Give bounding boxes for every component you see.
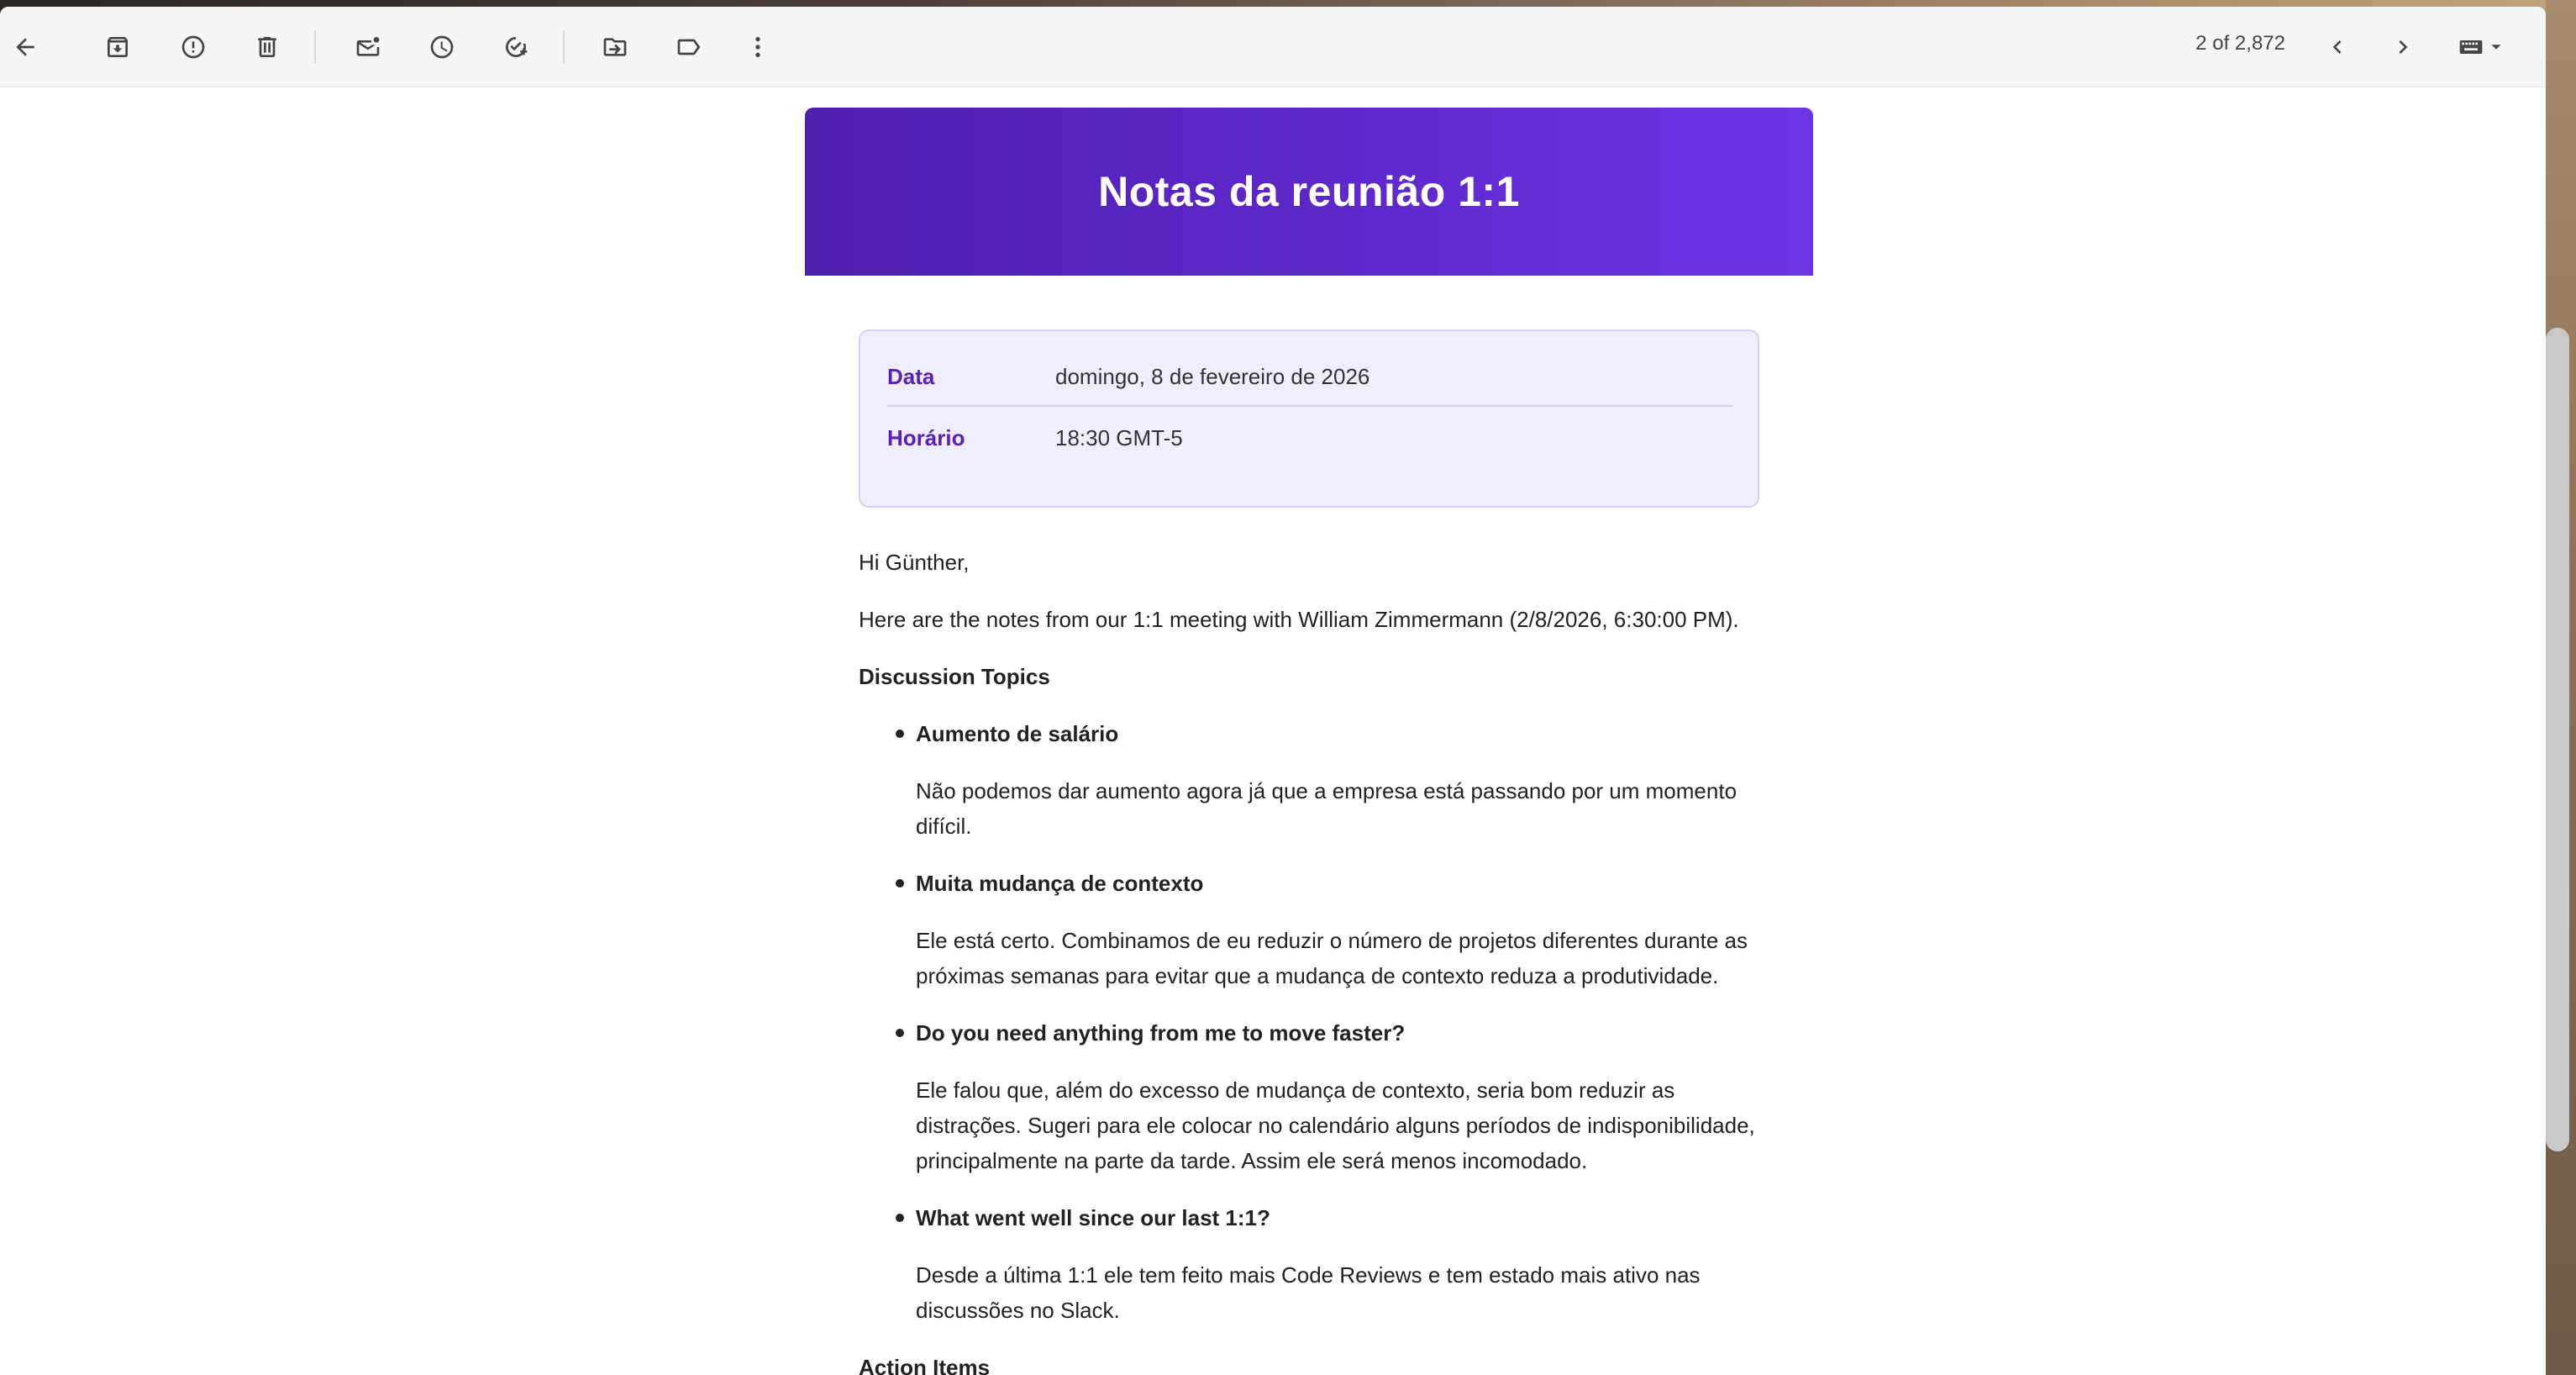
- snooze-button[interactable]: [422, 27, 462, 67]
- report-spam-button[interactable]: [173, 27, 213, 67]
- topic-title: What went well since our last 1:1?: [916, 1205, 1270, 1230]
- bullet-icon: [896, 1029, 904, 1037]
- time-value: 18:30 GMT-5: [1055, 424, 1183, 450]
- date-row: [887, 348, 1732, 407]
- action-items-heading: Action Items: [859, 1355, 991, 1375]
- back-arrow-icon: [12, 34, 39, 61]
- older-message-button[interactable]: [2383, 27, 2423, 67]
- delete-icon: [254, 34, 281, 61]
- email-body: [859, 545, 1766, 1375]
- toolbar-divider: [563, 30, 565, 64]
- email-title: Notas da reunião 1:1: [1098, 168, 1520, 215]
- bullet-icon: [896, 879, 904, 888]
- input-tools-button[interactable]: [2448, 27, 2512, 67]
- topic-text: Ele está certo. Combinamos de eu reduzir o número de projetos diferentes durante as próximas semanas para evitar que a mudança de contexto reduza a produtividade.: [916, 928, 1748, 988]
- chevron-left-icon: [2324, 34, 2351, 61]
- more-options-button[interactable]: [738, 27, 778, 67]
- add-task-button[interactable]: [496, 27, 536, 67]
- mark-unread-button[interactable]: [348, 27, 388, 67]
- mail-window: [0, 7, 2546, 1375]
- bullet-icon: [896, 1214, 904, 1222]
- archive-icon: [104, 34, 131, 61]
- keyboard-icon: [2455, 34, 2487, 61]
- date-value: domingo, 8 de fevereiro de 2026: [1055, 363, 1370, 389]
- greeting: Hi Günther,: [859, 550, 970, 575]
- delete-button[interactable]: [247, 27, 287, 67]
- report-spam-icon: [180, 34, 207, 61]
- topic-text: Ele falou que, além do excesso de mudança de contexto, seria bom reduzir as distrações. Sugeri para ele colocar no calendário alguns períodos de indisponibilidade, principalmente na parte da tarde. Assim ele será menos incomodado.: [916, 1077, 1755, 1173]
- more-options-icon: [744, 34, 771, 61]
- snooze-icon: [428, 34, 455, 61]
- label-button[interactable]: [669, 27, 709, 67]
- back-button[interactable]: [5, 27, 45, 67]
- time-row: [887, 408, 1732, 467]
- list-item: [859, 866, 1766, 993]
- discussion-heading: Discussion Topics: [859, 664, 1050, 689]
- add-task-icon: [502, 34, 529, 61]
- move-to-icon: [602, 34, 628, 61]
- time-label: Horário: [887, 424, 965, 450]
- topic-text: Desde a última 1:1 ele tem feito mais Code Reviews e tem estado mais ativo nas discussões no Slack.: [916, 1262, 1701, 1323]
- list-item: [859, 1200, 1766, 1328]
- list-item: [859, 716, 1766, 844]
- email-header-banner: [805, 108, 1813, 276]
- message-toolbar: [0, 7, 2546, 87]
- bullet-icon: [896, 730, 904, 738]
- topic-title: Do you need anything from me to move faster?: [916, 1020, 1406, 1046]
- archive-button[interactable]: [97, 27, 138, 67]
- scrollbar-thumb[interactable]: [2546, 328, 2569, 1151]
- topic-title: Muita mudança de contexto: [916, 871, 1204, 896]
- mark-unread-icon: [355, 34, 381, 61]
- meeting-info-box: [859, 329, 1759, 508]
- caret-down-icon: [2487, 38, 2505, 56]
- topic-title: Aumento de salário: [916, 721, 1119, 746]
- intro-paragraph: Here are the notes from our 1:1 meeting with William Zimmermann (2/8/2026, 6:30:00 PM).: [859, 607, 1739, 632]
- toolbar-divider: [314, 30, 316, 64]
- topic-text: Não podemos dar aumento agora já que a empresa está passando por um momento difícil.: [916, 778, 1737, 839]
- newer-message-button[interactable]: [2317, 27, 2358, 67]
- move-to-button[interactable]: [595, 27, 635, 67]
- date-label: Data: [887, 363, 935, 389]
- list-item: [859, 1015, 1766, 1178]
- chevron-right-icon: [2389, 34, 2416, 61]
- message-counter: 2 of 2,872: [2195, 32, 2285, 55]
- label-icon: [676, 34, 702, 61]
